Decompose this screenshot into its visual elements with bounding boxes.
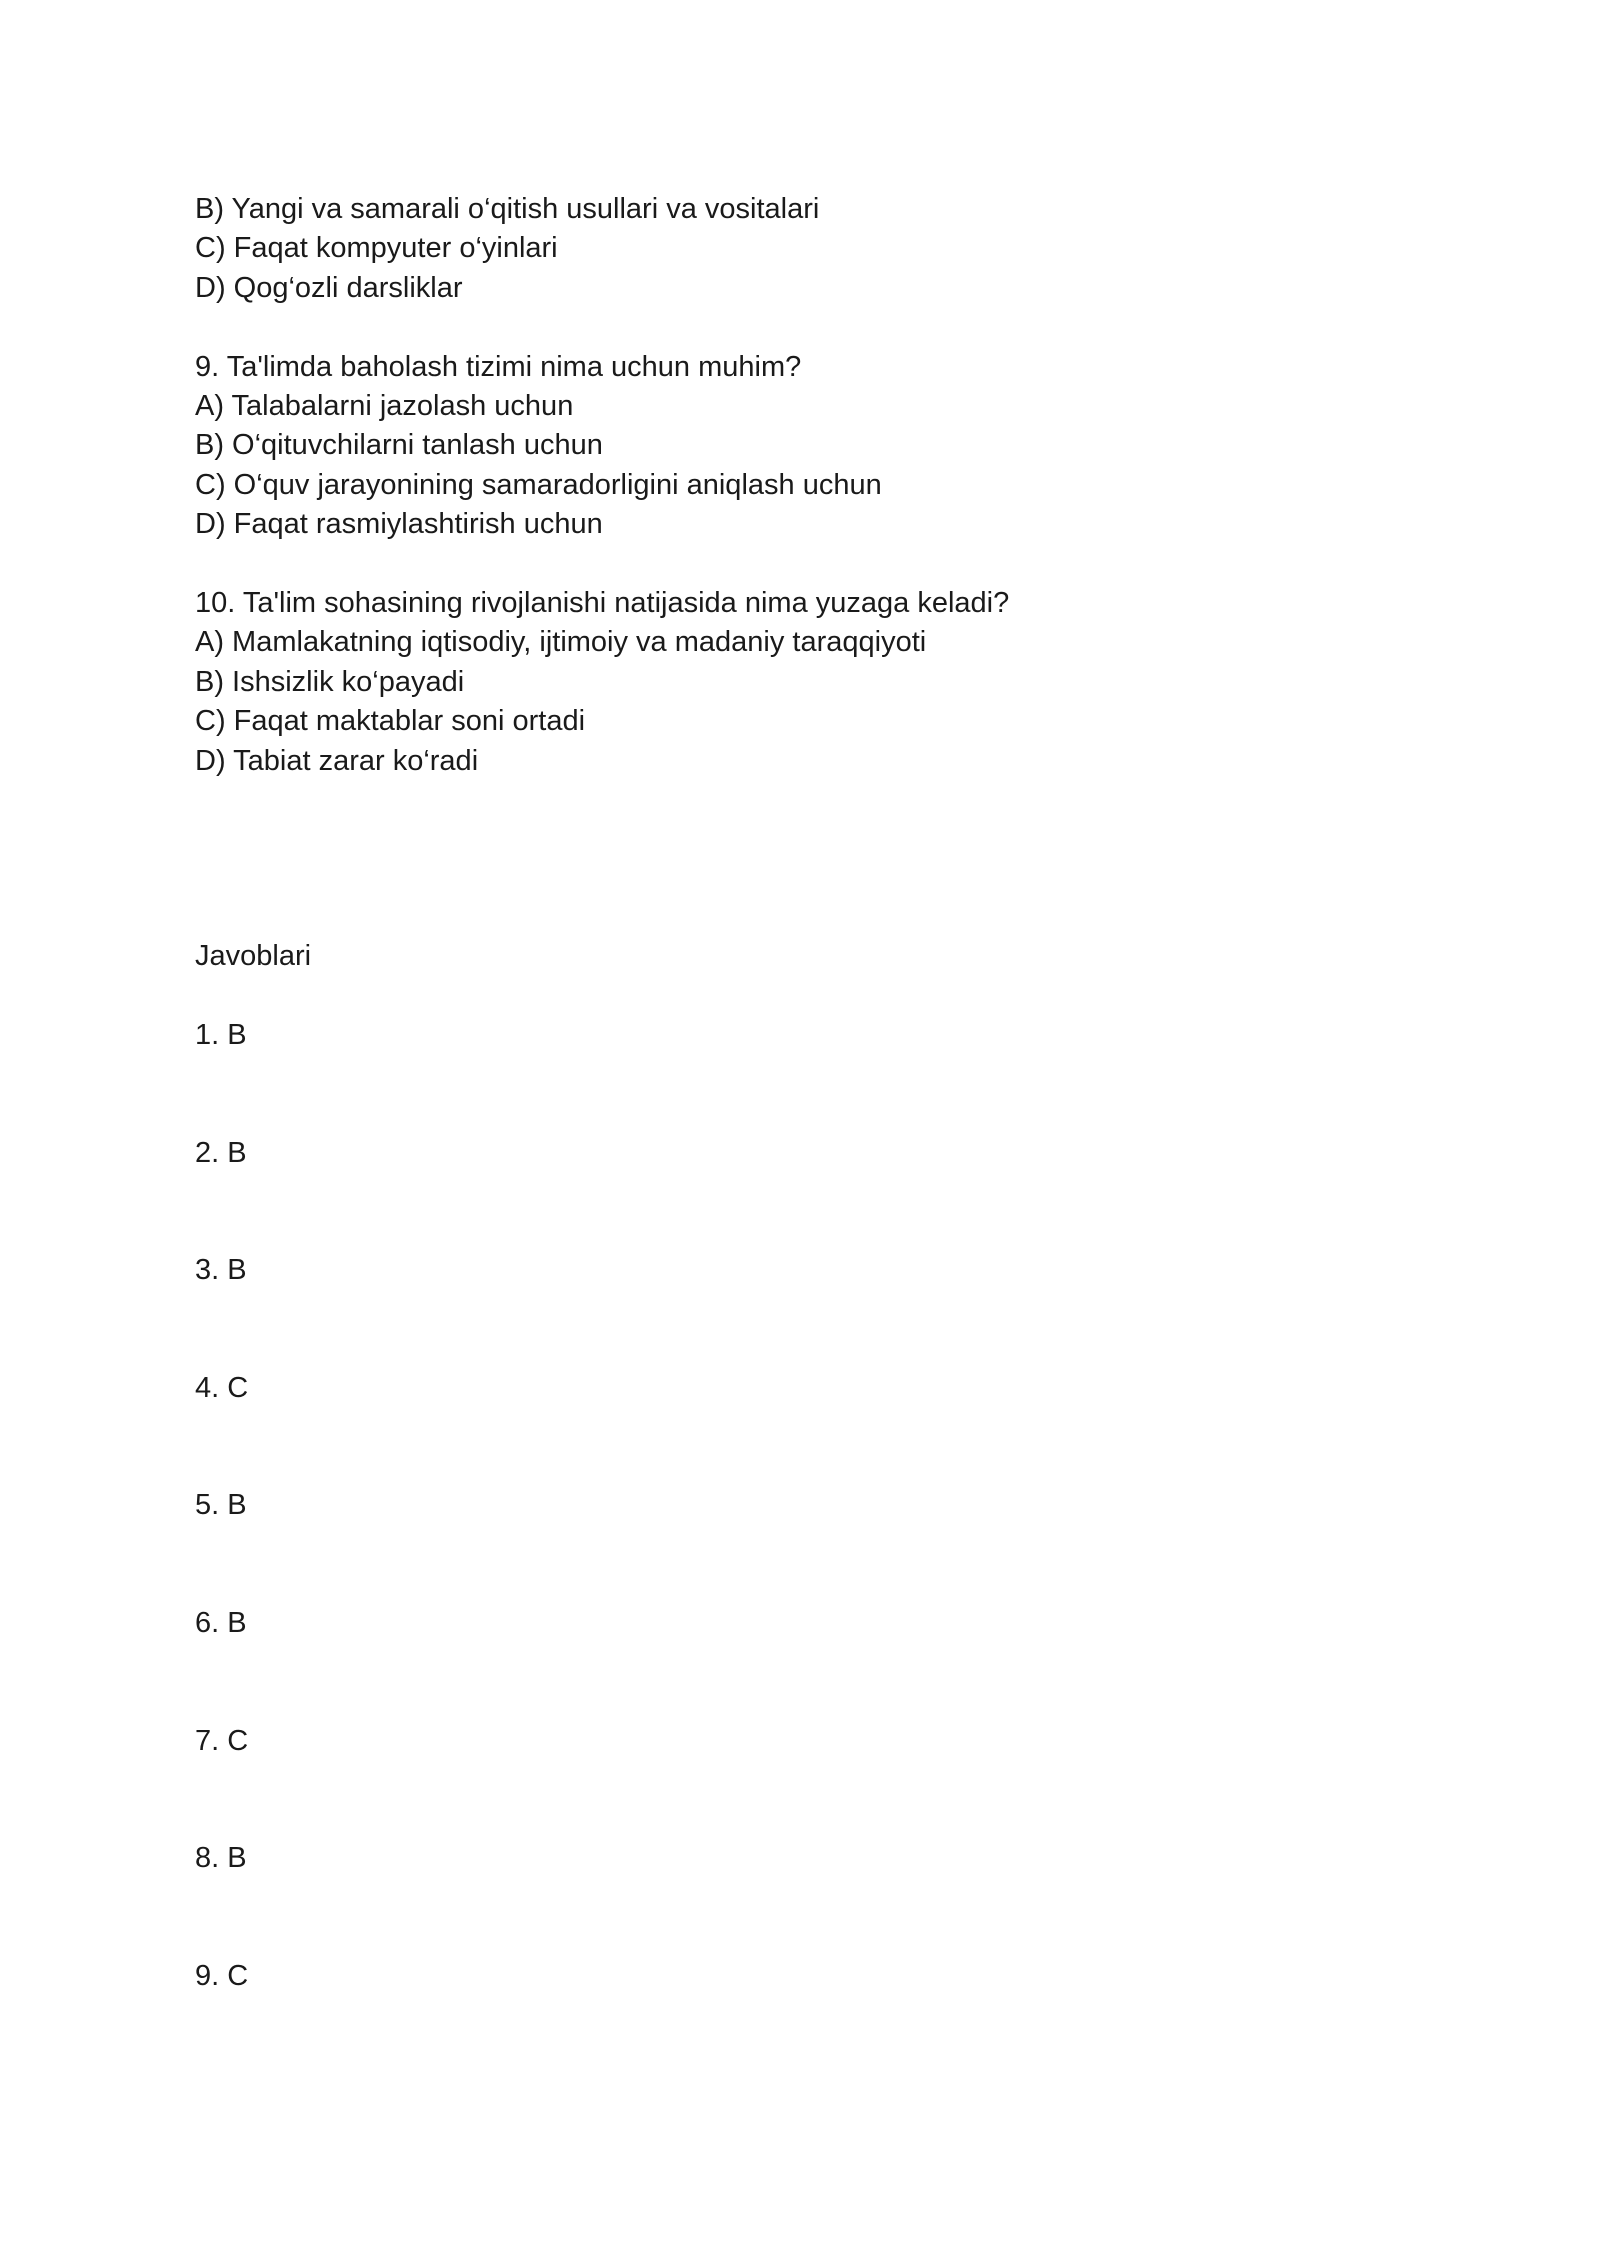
answers-heading: Javoblari bbox=[195, 940, 312, 972]
question-text: 9. Ta'limda baholash tizimi nima uchun muhim? bbox=[195, 350, 802, 383]
option-c: C) O‘quv jarayonining samaradorligini aniqlash uchun bbox=[195, 468, 882, 501]
option-a: A) Mamlakatning iqtisodiy, ijtimoiy va madaniy taraqqiyoti bbox=[195, 626, 927, 659]
option-c: C) Faqat kompyuter o‘yinlari bbox=[195, 232, 558, 265]
answer-item: 5. B bbox=[195, 1489, 247, 1522]
option-b: B) Ishsizlik ko‘payadi bbox=[195, 665, 465, 698]
option-d: D) Faqat rasmiylashtirish uchun bbox=[195, 508, 603, 541]
option-d: D) Tabiat zarar ko‘radi bbox=[195, 744, 479, 777]
answer-item: 6. B bbox=[195, 1606, 247, 1639]
question-9 bbox=[195, 348, 1495, 545]
question-text: 10. Ta'lim sohasining rivojlanishi natijasida nima yuzaga keladi? bbox=[195, 587, 1010, 620]
option-b: B) Yangi va samarali o‘qitish usullari va vositalari bbox=[195, 193, 820, 225]
option-a: A) Talabalarni jazolash uchun bbox=[195, 390, 574, 423]
answer-item: 1. B bbox=[195, 1019, 247, 1051]
option-c: C) Faqat maktablar soni ortadi bbox=[195, 705, 586, 738]
answer-item: 3. B bbox=[195, 1254, 247, 1287]
answer-item: 7. C bbox=[195, 1724, 249, 1757]
answer-item: 4. C bbox=[195, 1371, 249, 1404]
option-b: B) O‘qituvchilarni tanlash uchun bbox=[195, 429, 603, 462]
question-10 bbox=[195, 584, 1495, 781]
answers-list bbox=[195, 1016, 248, 2074]
answer-item: 9. C bbox=[195, 1959, 249, 1992]
answer-item: 2. B bbox=[195, 1136, 247, 1169]
question-8-continued bbox=[195, 190, 1495, 308]
answer-item: 8. B bbox=[195, 1842, 247, 1875]
option-d: D) Qog‘ozli darsliklar bbox=[195, 271, 463, 304]
question-content bbox=[195, 190, 1495, 781]
